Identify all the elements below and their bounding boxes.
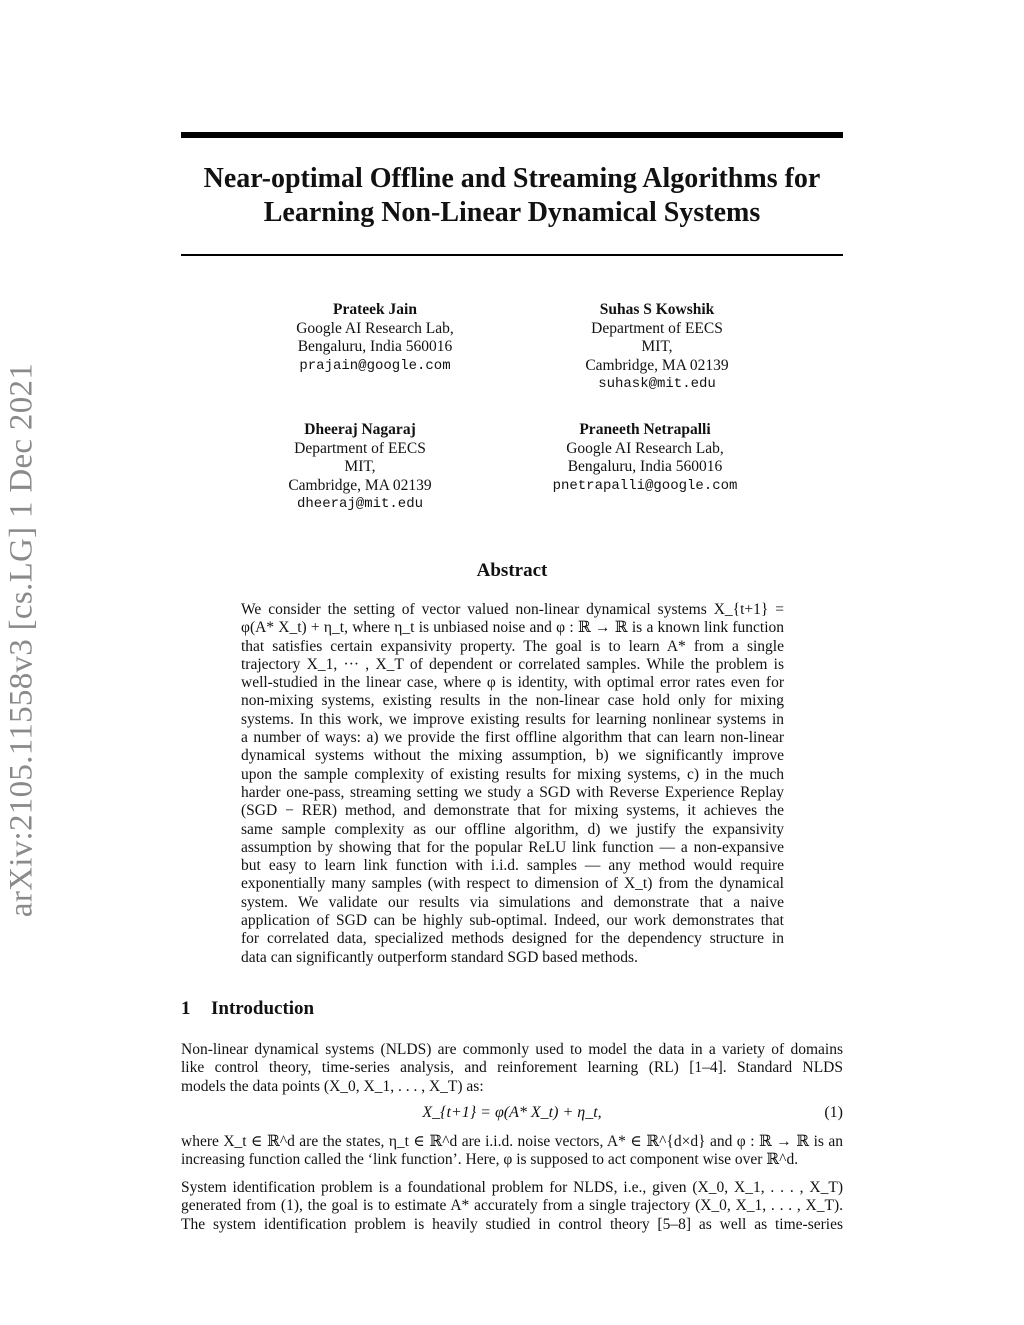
author-block-3 <box>245 421 475 514</box>
author-block-1 <box>260 301 490 375</box>
abstract-line: upon the sample complexity of existing results for mixing systems, c) in the much <box>241 765 784 783</box>
author-affiliation: Department of EECS <box>591 319 723 337</box>
author-affiliation: Google AI Research Lab, <box>566 439 724 457</box>
intro-paragraph-2 <box>181 1133 843 1170</box>
equation-1 <box>181 1104 843 1124</box>
author-block-4 <box>530 421 760 495</box>
section-number: 1 <box>181 998 191 1019</box>
body-line: The system identification problem is heavily studied in control theory [5–8] as well as time-series <box>181 1215 843 1233</box>
abstract-line: We consider the setting of vector valued non-linear dynamical systems X_{t+1} = <box>241 601 784 618</box>
body-line: where X_t ∈ ℝ^d are the states, η_t ∈ ℝ^d are i.i.d. noise vectors, A* ∈ ℝ^{d×d} and φ : ℝ → ℝ is an <box>181 1133 843 1150</box>
equation-expression: X_{t+1} = φ(A* X_t) + η_t, <box>422 1104 602 1121</box>
arxiv-id: arXiv:2105.11558v3 [cs.LG] 1 Dec 2021 <box>3 362 40 918</box>
title-top-rule <box>181 132 843 138</box>
abstract-line: systems. In this work, we improve existing results for learning nonlinear systems in <box>241 710 784 728</box>
abstract-line: φ(A* X_t) + η_t, where η_t is unbiased noise and φ : ℝ → ℝ is a known link function <box>241 619 784 637</box>
author-affiliation: Cambridge, MA 02139 <box>585 356 729 374</box>
abstract-heading: Abstract <box>476 560 548 581</box>
section-title: Introduction <box>211 998 315 1019</box>
equation-number: (1) <box>824 1104 843 1121</box>
body-line: increasing function called the ‘link function’. Here, φ is supposed to act component wise over ℝ^d. <box>181 1151 799 1169</box>
paper-title <box>181 162 843 230</box>
title-line-2: Learning Non-Linear Dynamical Systems <box>263 197 761 228</box>
author-affiliation: MIT, <box>641 338 673 355</box>
abstract-line: system. We validate our results via simulations and demonstrate that a naive <box>241 893 784 911</box>
title-bottom-rule <box>181 254 843 256</box>
abstract-line: for correlated data, specialized methods designed for the dependency structure in <box>241 930 784 948</box>
abstract-line: that satisfies certain expansivity property. The goal is to learn A* from a single <box>241 637 784 655</box>
body-line: models the data points (X_0, X_1, . . . , X_T) as: <box>181 1077 484 1095</box>
title-line-1: Near-optimal Offline and Streaming Algorithms for <box>203 163 821 194</box>
intro-paragraph-3 <box>181 1179 843 1234</box>
author-name: Praneeth Netrapalli <box>579 421 711 438</box>
author-affiliation: MIT, <box>344 458 376 475</box>
abstract-line: (SGD − RER) method, and demonstrate that for mixing systems, it achieves the <box>241 802 784 820</box>
author-email[interactable]: suhask@mit.edu <box>598 376 716 392</box>
abstract-line: application of SGD can be highly sub-optimal. Indeed, our work demonstrates that <box>241 912 784 930</box>
author-email[interactable]: prajain@google.com <box>299 357 451 374</box>
abstract-line: harder one-pass, streaming setting we study a SGD with Reverse Experience Replay <box>241 783 784 801</box>
author-affiliation: Cambridge, MA 02139 <box>288 476 432 494</box>
abstract-line: same sample complexity as our offline algorithm, d) we justify the expansivity <box>241 820 784 838</box>
body-line: System identification problem is a foundational problem for NLDS, i.e., given (X_0, X_1, . . . , X_T) <box>181 1179 843 1196</box>
author-affiliation: Department of EECS <box>294 439 426 457</box>
author-block-2 <box>542 301 772 394</box>
body-line: Non-linear dynamical systems (NLDS) are commonly used to model the data in a variety of domains <box>181 1041 843 1058</box>
body-line: like control theory, time-series analysis, and reinforement learning (RL) [1–4]. Standard NLDS <box>181 1059 843 1077</box>
intro-paragraph-1 <box>181 1041 843 1096</box>
abstract-line: assumption by showing that for the popular ReLU link function — a non-expansive <box>241 838 784 856</box>
author-name: Suhas S Kowshik <box>599 301 715 318</box>
body-line: generated from (1), the goal is to estimate A* accurately from a single trajectory (X_0, X_1, . . . , X_T). <box>181 1197 843 1215</box>
author-name: Prateek Jain <box>333 301 417 318</box>
abstract-line: exponentially many samples (with respect to dimension of X_t) from the dynamical <box>241 875 784 893</box>
author-email[interactable]: pnetrapalli@google.com <box>552 477 738 494</box>
abstract-body <box>241 601 784 967</box>
abstract-line: trajectory X_1, ··· , X_T of dependent or correlated samples. While the problem is <box>241 655 784 673</box>
author-email[interactable]: dheeraj@mit.edu <box>296 496 424 512</box>
abstract-line: non-mixing systems, existing results in the non-linear case hold only for mixing <box>241 692 784 710</box>
abstract-line: but easy to learn link function with i.i.d. samples — any method would require <box>241 857 784 875</box>
abstract-line: a number of ways: a) we provide the first offline algorithm that can learn non-linear <box>241 729 784 747</box>
abstract-line: dynamical systems without the mixing assumption, b) we significantly improve <box>241 747 784 765</box>
author-name: Dheeraj Nagaraj <box>304 421 416 438</box>
author-affiliation: Google AI Research Lab, <box>296 319 454 337</box>
abstract-line: data can significantly outperform standard SGD based methods. <box>241 948 638 966</box>
section-heading-introduction <box>181 998 314 1020</box>
author-affiliation: Bengaluru, India 560016 <box>567 458 723 475</box>
author-affiliation: Bengaluru, India 560016 <box>297 338 453 355</box>
abstract-line: well-studied in the linear case, where φ is identity, with optimal error rates even for <box>241 674 784 692</box>
